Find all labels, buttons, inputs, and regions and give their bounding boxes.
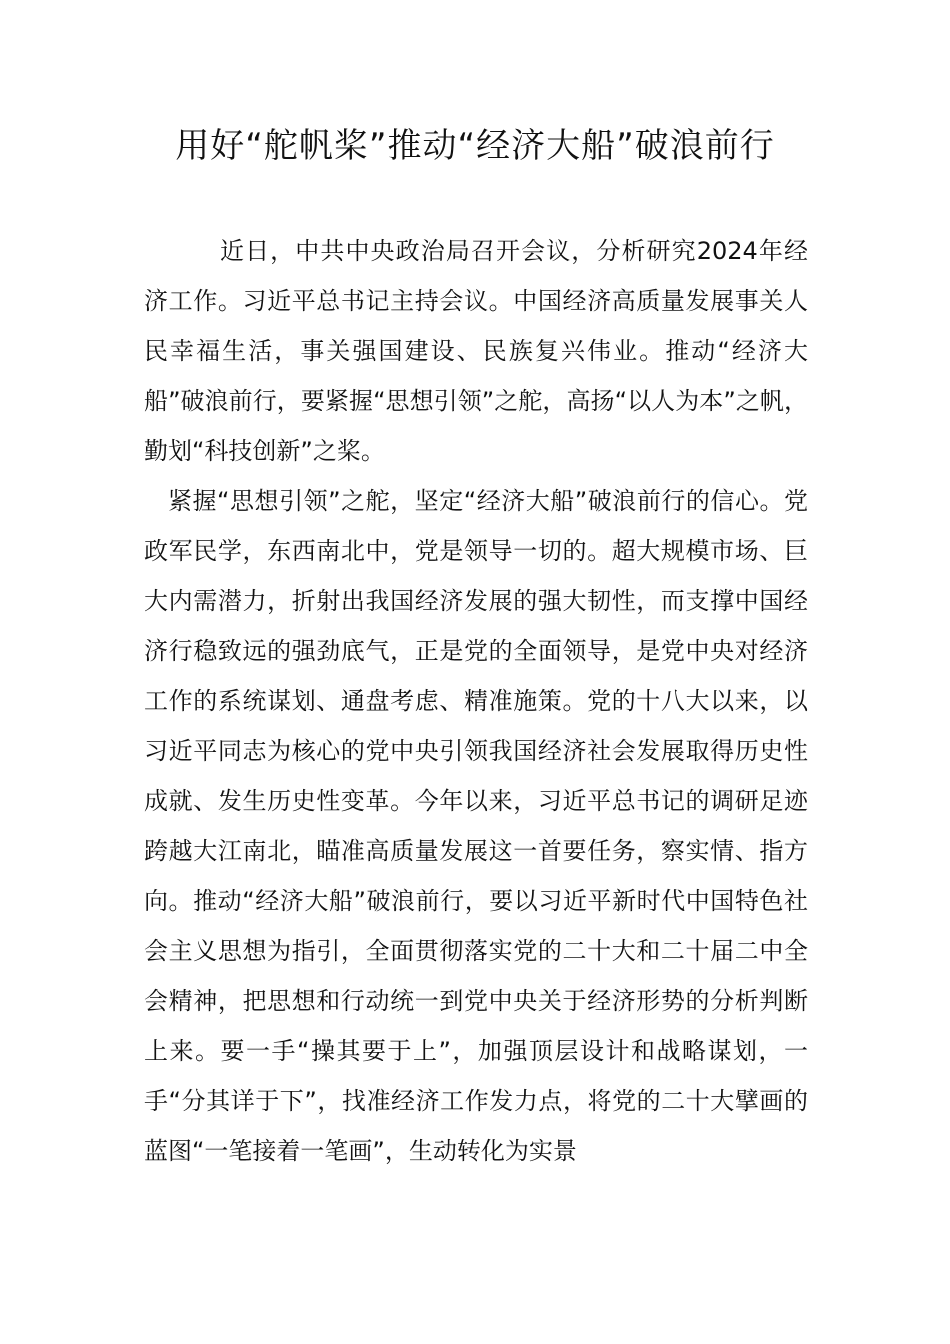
document-body	[144, 226, 808, 1176]
document-title: 用好“舵帆桨”推动“经济大船”破浪前行	[175, 126, 775, 166]
paragraph-thought-leadership: 紧握“思想引领”之舵，坚定“经济大船”破浪前行的信心。党政军民学，东西南北中，党是领导一切的。超大规模市场、巨大内需潜力，折射出我国经济发展的强大韧性，而支撑中国经济行稳致远的强劲底气，正是党的全面领导，是党中央对经济工作的系统谋划、通盘考虑、精准施策。党的十八大以来，以习近平同志为核心的党中央引领我国经济社会发展取得历史性成就、发生历史性变革。今年以来，习近平总书记的调研足迹跨越大江南北，瞄准高质量发展这一首要任务，察实情、指方向。推动“经济大船”破浪前行，要以习近平新时代中国特色社会主义思想为指引，全面贯彻落实党的二十大和二十届二中全会精神，把思想和行动统一到党中央关于经济形势的分析判断上来。要一手“操其要于上”，加强顶层设计和战略谋划，一手“分其详于下”，找准经济工作发力点，将党的二十大擘画的蓝图“一笔接着一笔画”，生动转化为实景	[144, 487, 808, 1165]
paragraph-intro: 近日，中共中央政治局召开会议，分析研究2024年经济工作。习近平总书记主持会议。中国经济高质量发展事关人民幸福生活，事关强国建设、民族复兴伟业。推动“经济大船”破浪前行，要紧握“思想引领”之舵，高扬“以人为本”之帆，勤划“科技创新”之桨。	[144, 237, 808, 465]
